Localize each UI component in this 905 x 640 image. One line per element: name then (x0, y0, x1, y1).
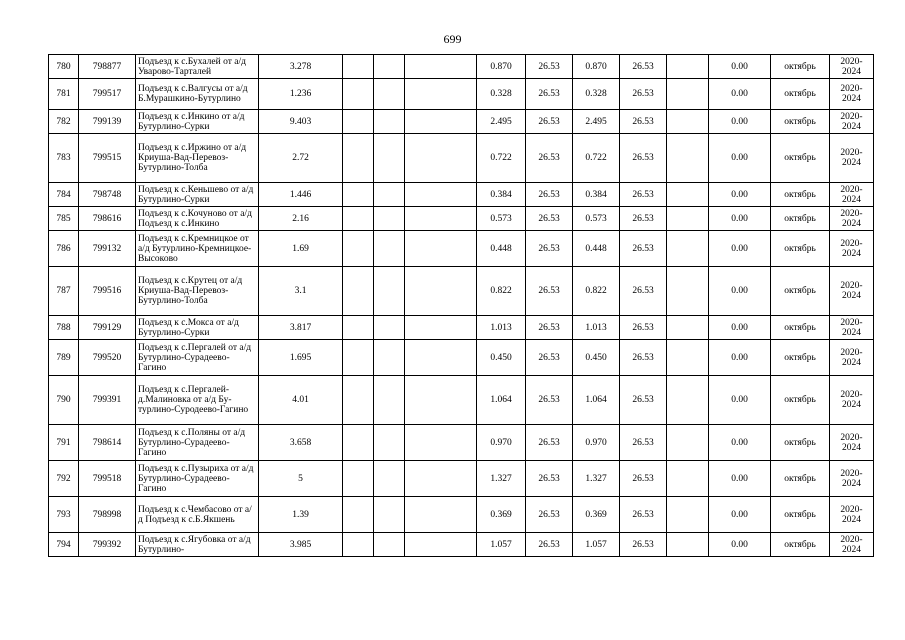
period: 2020-2024 (830, 316, 874, 340)
period: 2020-2024 (830, 55, 874, 79)
road-code: 798998 (79, 497, 136, 533)
value-2: 0.328 (573, 79, 620, 110)
row-number: 793 (49, 497, 79, 533)
month: октябрь (771, 79, 830, 110)
road-name: Подъезд к с.Поляны от а/д Бутурлино-Сурадеево-Гагино (136, 425, 259, 461)
value-zero: 0.00 (709, 533, 771, 557)
period: 2020-2024 (830, 231, 874, 267)
table-row (49, 183, 874, 207)
road-length: 1.695 (259, 340, 343, 376)
empty-cell (667, 533, 709, 557)
value-2: 0.822 (573, 267, 620, 316)
value-1: 0.448 (477, 231, 526, 267)
value-2: 0.970 (573, 425, 620, 461)
empty-cell (374, 134, 405, 183)
row-number: 788 (49, 316, 79, 340)
value-1: 0.870 (477, 55, 526, 79)
month: октябрь (771, 497, 830, 533)
value-zero: 0.00 (709, 316, 771, 340)
rate-2: 26.53 (620, 183, 667, 207)
value-2: 0.448 (573, 231, 620, 267)
value-1: 1.327 (477, 461, 526, 497)
road-code: 798614 (79, 425, 136, 461)
empty-cell (667, 267, 709, 316)
table-row (49, 231, 874, 267)
rate-2: 26.53 (620, 497, 667, 533)
empty-cell (405, 55, 477, 79)
month: октябрь (771, 231, 830, 267)
table-row (49, 533, 874, 557)
empty-cell (374, 461, 405, 497)
month: октябрь (771, 207, 830, 231)
rate-1: 26.53 (526, 79, 573, 110)
value-zero: 0.00 (709, 134, 771, 183)
empty-cell (343, 183, 374, 207)
table-row (49, 207, 874, 231)
month: октябрь (771, 55, 830, 79)
empty-cell (667, 425, 709, 461)
empty-cell (405, 316, 477, 340)
value-2: 1.057 (573, 533, 620, 557)
empty-cell (343, 207, 374, 231)
empty-cell (343, 267, 374, 316)
road-code: 798877 (79, 55, 136, 79)
table-row (49, 134, 874, 183)
month: октябрь (771, 425, 830, 461)
road-name: Подъезд к с.Крутец от а/д Криуша-Вад-Перевоз-Бутурлино-Толба (136, 267, 259, 316)
rate-1: 26.53 (526, 207, 573, 231)
table-row (49, 425, 874, 461)
road-name: Подъезд к с.Валгусы от а/д Б.Мурашкино-Бутурлино (136, 79, 259, 110)
empty-cell (405, 340, 477, 376)
row-number: 792 (49, 461, 79, 497)
empty-cell (667, 183, 709, 207)
data-table (48, 54, 874, 557)
empty-cell (374, 340, 405, 376)
value-zero: 0.00 (709, 267, 771, 316)
road-code: 799129 (79, 316, 136, 340)
road-name: Подъезд к с.Кремницкое от а/д Бутурлино-Кремницкое-Высоково (136, 231, 259, 267)
month: октябрь (771, 110, 830, 134)
empty-cell (374, 425, 405, 461)
empty-cell (405, 231, 477, 267)
value-2: 2.495 (573, 110, 620, 134)
row-number: 794 (49, 533, 79, 557)
row-number: 785 (49, 207, 79, 231)
period: 2020-2024 (830, 340, 874, 376)
road-name: Подъезд к с.Пузыриха от а/д Бутурлино-Сурадеево-Гагино (136, 461, 259, 497)
road-code: 799520 (79, 340, 136, 376)
road-length: 4.01 (259, 376, 343, 425)
road-length: 3.817 (259, 316, 343, 340)
empty-cell (374, 533, 405, 557)
empty-cell (374, 316, 405, 340)
value-2: 0.450 (573, 340, 620, 376)
value-zero: 0.00 (709, 340, 771, 376)
road-name: Подъезд к с.Ягубовка от а/д Бутурлино- (136, 533, 259, 557)
empty-cell (405, 425, 477, 461)
value-1: 0.722 (477, 134, 526, 183)
value-zero: 0.00 (709, 79, 771, 110)
road-length: 2.72 (259, 134, 343, 183)
period: 2020-2024 (830, 267, 874, 316)
road-code: 799132 (79, 231, 136, 267)
row-number: 790 (49, 376, 79, 425)
rate-2: 26.53 (620, 207, 667, 231)
row-number: 781 (49, 79, 79, 110)
rate-1: 26.53 (526, 267, 573, 316)
empty-cell (405, 461, 477, 497)
row-number: 780 (49, 55, 79, 79)
value-1: 0.369 (477, 497, 526, 533)
road-name: Подъезд к с.Иржино от а/д Криуша-Вад-Перевоз-Бутурлино-Толба (136, 134, 259, 183)
value-2: 0.369 (573, 497, 620, 533)
road-length: 1.69 (259, 231, 343, 267)
rate-1: 26.53 (526, 461, 573, 497)
rate-2: 26.53 (620, 340, 667, 376)
empty-cell (343, 110, 374, 134)
road-length: 3.985 (259, 533, 343, 557)
empty-cell (667, 497, 709, 533)
value-2: 0.384 (573, 183, 620, 207)
road-length: 3.658 (259, 425, 343, 461)
rate-1: 26.53 (526, 55, 573, 79)
month: октябрь (771, 267, 830, 316)
month: октябрь (771, 461, 830, 497)
road-name: Подъезд к с.Пергалей-д.Малиновка от а/д Бу-турлино-Суродеево-Гагино (136, 376, 259, 425)
value-1: 0.450 (477, 340, 526, 376)
rate-2: 26.53 (620, 533, 667, 557)
month: октябрь (771, 134, 830, 183)
table-row (49, 340, 874, 376)
rate-1: 26.53 (526, 376, 573, 425)
table-row (49, 316, 874, 340)
rate-2: 26.53 (620, 231, 667, 267)
empty-cell (667, 79, 709, 110)
value-2: 0.870 (573, 55, 620, 79)
rate-1: 26.53 (526, 316, 573, 340)
road-name: Подъезд к с.Инкино от а/д Бутурлино-Сурки (136, 110, 259, 134)
month: октябрь (771, 533, 830, 557)
empty-cell (667, 110, 709, 134)
road-length: 9.403 (259, 110, 343, 134)
empty-cell (343, 55, 374, 79)
table-row (49, 497, 874, 533)
empty-cell (343, 425, 374, 461)
value-1: 0.822 (477, 267, 526, 316)
empty-cell (405, 79, 477, 110)
value-zero: 0.00 (709, 55, 771, 79)
value-zero: 0.00 (709, 183, 771, 207)
road-length: 3.1 (259, 267, 343, 316)
empty-cell (667, 376, 709, 425)
road-code: 799392 (79, 533, 136, 557)
empty-cell (343, 497, 374, 533)
empty-cell (667, 207, 709, 231)
empty-cell (405, 207, 477, 231)
value-2: 1.013 (573, 316, 620, 340)
empty-cell (343, 533, 374, 557)
empty-cell (405, 533, 477, 557)
empty-cell (374, 207, 405, 231)
empty-cell (343, 134, 374, 183)
value-1: 0.384 (477, 183, 526, 207)
rate-2: 26.53 (620, 267, 667, 316)
rate-1: 26.53 (526, 231, 573, 267)
value-1: 1.013 (477, 316, 526, 340)
rate-1: 26.53 (526, 340, 573, 376)
month: октябрь (771, 340, 830, 376)
rate-2: 26.53 (620, 425, 667, 461)
value-zero: 0.00 (709, 425, 771, 461)
value-zero: 0.00 (709, 207, 771, 231)
value-zero: 0.00 (709, 497, 771, 533)
road-code: 799516 (79, 267, 136, 316)
value-zero: 0.00 (709, 231, 771, 267)
rate-1: 26.53 (526, 497, 573, 533)
empty-cell (667, 316, 709, 340)
empty-cell (405, 134, 477, 183)
empty-cell (343, 461, 374, 497)
rate-2: 26.53 (620, 316, 667, 340)
row-number: 787 (49, 267, 79, 316)
empty-cell (667, 134, 709, 183)
rate-2: 26.53 (620, 79, 667, 110)
rate-1: 26.53 (526, 425, 573, 461)
road-name: Подъезд к с.Кочуново от а/д Подъезд к с.Инкино (136, 207, 259, 231)
value-1: 1.064 (477, 376, 526, 425)
empty-cell (374, 376, 405, 425)
empty-cell (374, 110, 405, 134)
period: 2020-2024 (830, 376, 874, 425)
empty-cell (405, 183, 477, 207)
road-code: 799139 (79, 110, 136, 134)
rate-2: 26.53 (620, 110, 667, 134)
road-length: 5 (259, 461, 343, 497)
empty-cell (405, 110, 477, 134)
value-2: 0.573 (573, 207, 620, 231)
period: 2020-2024 (830, 425, 874, 461)
table-row (49, 79, 874, 110)
table-row (49, 461, 874, 497)
road-code: 799391 (79, 376, 136, 425)
empty-cell (374, 497, 405, 533)
road-length: 2.16 (259, 207, 343, 231)
page-number: 699 (443, 32, 462, 46)
row-number: 791 (49, 425, 79, 461)
road-length: 1.236 (259, 79, 343, 110)
table-row (49, 376, 874, 425)
value-zero: 0.00 (709, 110, 771, 134)
period: 2020-2024 (830, 110, 874, 134)
period: 2020-2024 (830, 461, 874, 497)
road-name: Подъезд к с.Кеньшево от а/д Бутурлино-Сурки (136, 183, 259, 207)
rate-1: 26.53 (526, 183, 573, 207)
road-code: 798748 (79, 183, 136, 207)
table-row (49, 110, 874, 134)
empty-cell (667, 55, 709, 79)
rate-1: 26.53 (526, 110, 573, 134)
rate-1: 26.53 (526, 533, 573, 557)
rate-2: 26.53 (620, 376, 667, 425)
empty-cell (405, 267, 477, 316)
rate-1: 26.53 (526, 134, 573, 183)
empty-cell (343, 316, 374, 340)
value-2: 1.064 (573, 376, 620, 425)
value-2: 0.722 (573, 134, 620, 183)
empty-cell (667, 461, 709, 497)
empty-cell (374, 79, 405, 110)
road-name: Подъезд к с.Пергалей от а/д Бутурлино-Сурадеево-Гагино (136, 340, 259, 376)
road-code: 799515 (79, 134, 136, 183)
road-code: 798616 (79, 207, 136, 231)
value-1: 0.573 (477, 207, 526, 231)
period: 2020-2024 (830, 183, 874, 207)
empty-cell (343, 231, 374, 267)
road-length: 3.278 (259, 55, 343, 79)
road-length: 1.446 (259, 183, 343, 207)
empty-cell (405, 376, 477, 425)
value-1: 0.328 (477, 79, 526, 110)
road-code: 799517 (79, 79, 136, 110)
road-length: 1.39 (259, 497, 343, 533)
rate-2: 26.53 (620, 55, 667, 79)
empty-cell (374, 267, 405, 316)
empty-cell (374, 183, 405, 207)
row-number: 782 (49, 110, 79, 134)
value-1: 1.057 (477, 533, 526, 557)
empty-cell (667, 231, 709, 267)
empty-cell (343, 340, 374, 376)
month: октябрь (771, 376, 830, 425)
table-row (49, 267, 874, 316)
table-row (49, 55, 874, 79)
value-zero: 0.00 (709, 376, 771, 425)
road-name: Подъезд к с.Чембасово от а/д Подъезд к с.Б.Якшень (136, 497, 259, 533)
empty-cell (667, 340, 709, 376)
road-name: Подъезд к с.Мокса от а/д Бутурлино-Сурки (136, 316, 259, 340)
month: октябрь (771, 316, 830, 340)
value-1: 0.970 (477, 425, 526, 461)
period: 2020-2024 (830, 207, 874, 231)
empty-cell (405, 497, 477, 533)
month: октябрь (771, 183, 830, 207)
rate-2: 26.53 (620, 134, 667, 183)
empty-cell (343, 79, 374, 110)
row-number: 783 (49, 134, 79, 183)
row-number: 789 (49, 340, 79, 376)
value-zero: 0.00 (709, 461, 771, 497)
empty-cell (374, 231, 405, 267)
period: 2020-2024 (830, 533, 874, 557)
empty-cell (343, 376, 374, 425)
rate-2: 26.53 (620, 461, 667, 497)
value-1: 2.495 (477, 110, 526, 134)
road-name: Подъезд к с.Бухалей от а/д Уварово-Тарталей (136, 55, 259, 79)
period: 2020-2024 (830, 134, 874, 183)
period: 2020-2024 (830, 79, 874, 110)
row-number: 786 (49, 231, 79, 267)
value-2: 1.327 (573, 461, 620, 497)
row-number: 784 (49, 183, 79, 207)
period: 2020-2024 (830, 497, 874, 533)
empty-cell (374, 55, 405, 79)
road-code: 799518 (79, 461, 136, 497)
